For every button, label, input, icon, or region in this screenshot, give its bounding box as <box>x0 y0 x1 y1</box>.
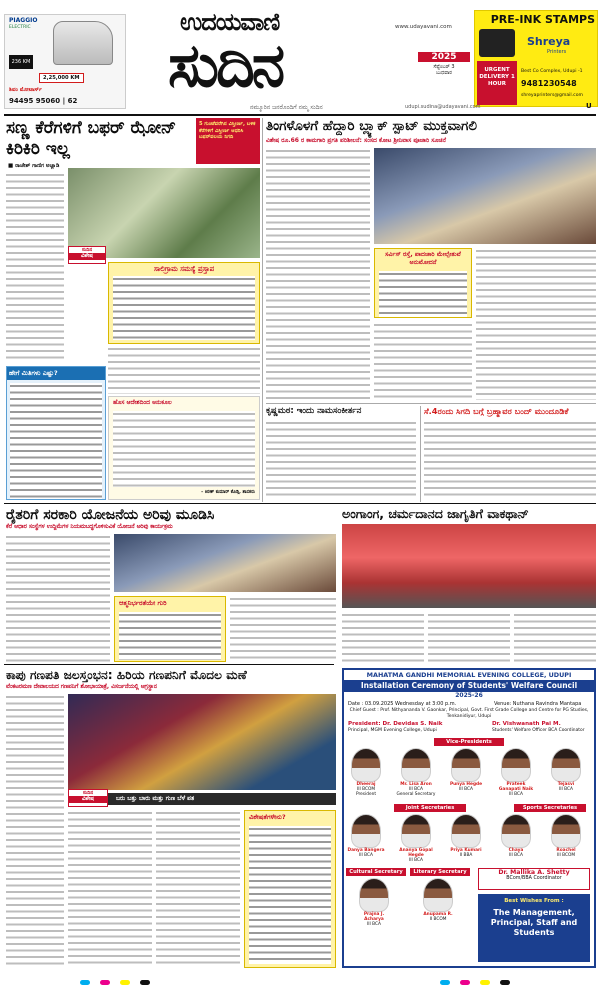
story4-headline: ಅಂಗಾಂಗ, ಚರ್ಮದಾನದ ಜಾಗೃತಿಗೆ ವಾಕಥಾನ್ <box>342 506 529 521</box>
story4-body-col3 <box>514 612 596 662</box>
president-role: Principal, MGM Evening College, Udupi <box>348 728 437 733</box>
member-meta: III BCA <box>509 792 523 797</box>
guest2-role: Students' Welfare Officer BCA Coordinator <box>492 728 585 733</box>
member-photo <box>351 748 381 782</box>
ganapati-photo <box>68 694 336 790</box>
black-mark <box>140 980 150 985</box>
member-meta: III BCOM <box>356 787 376 792</box>
story5-body-col3 <box>156 810 240 968</box>
member-card <box>546 748 586 792</box>
story4-body-col2 <box>428 612 510 662</box>
member-meta: III BCA <box>459 787 473 792</box>
story1-body-col1 <box>6 172 64 320</box>
story1-question-box <box>6 366 106 500</box>
member-name: Prajna J. Acharya <box>363 912 385 922</box>
story1-side-box: 5 ಗುಂಟೆವರೆಗಿನ ವಿಸ್ತೀರ್ಣ, ಬಳಿಕ ಕೆರೆಗಳಿಗೆ ವಿಸ್ತೀರ್ಣ ಆಧರಿಸಿ ಬಫರ್‌ವಲಯ ನಿಗದಿ <box>196 118 260 164</box>
member-name: Mr. Lisa Aron <box>400 782 432 787</box>
member-photo <box>501 748 531 782</box>
story5-sub: ವೆಂಕಟರಮಣ ದೇವಾಲಯದ ಗಣಪನಿಗೆ ಶೋಭಾಯಾತ್ರೆ, ವಿಸರ್ಜನೆಯಲ್ಲಿ ಆಗ್ರಸ್ಥಾನ <box>6 684 157 690</box>
member-card <box>396 748 436 797</box>
member-card <box>418 878 458 922</box>
cyan-mark <box>80 980 90 985</box>
date-line: ಸೆಪ್ಟೆಂಬರ್ 3 <box>433 64 455 70</box>
member-photo <box>351 814 381 848</box>
yellow-mark <box>480 980 490 985</box>
member-role: President <box>355 792 377 797</box>
brand-big-logo: ಸುದಿನ <box>168 31 283 101</box>
member-photo <box>451 814 481 848</box>
ad-brand: PIAGGIO <box>9 17 38 24</box>
story2-body-col1 <box>266 148 370 400</box>
president-name: President: Dr. Devidas S. Naik <box>348 721 443 727</box>
stamp-image <box>479 29 515 57</box>
coordinator-box <box>478 868 590 890</box>
story1-quote-box <box>108 396 260 500</box>
member-card <box>346 814 386 858</box>
stamps-email: shreyaprinters@gmail.com <box>521 93 583 98</box>
member-name: Anupama R. <box>423 912 453 917</box>
year: 2025 <box>418 52 470 62</box>
member-photo <box>401 814 431 848</box>
quote-box-text <box>113 411 255 487</box>
highlight-box-text <box>379 271 467 317</box>
story5-box <box>244 810 336 968</box>
sudina-label-2: ಸುದಿನ <box>82 790 94 796</box>
day-line: ಬುಧವಾರ <box>436 70 452 76</box>
page-number: U <box>586 102 592 110</box>
coordinator-name: Dr. Mallika A. Shetty <box>498 869 570 876</box>
website[interactable]: www.udayavani.com <box>395 24 452 30</box>
member-meta: III BCA <box>409 787 423 792</box>
tagline: ನಮ್ಮೂರಿನ ಜನರೊಂದಿಗೆ ನಮ್ಮ ಸುದಿನ <box>250 104 323 111</box>
member-photo <box>501 814 531 848</box>
member-meta: III BCA <box>509 853 523 858</box>
section-rule <box>4 503 596 504</box>
brief-divider <box>420 406 421 502</box>
wishes-body: The Management, Principal, Staff and Students <box>490 908 578 937</box>
question-box-title: ಹೇಗೆ ಮಿತಿಗಳು ಎಷ್ಟು? <box>7 367 105 380</box>
member-card <box>496 814 536 858</box>
story2-body-col2 <box>374 322 472 400</box>
member-photo <box>359 878 389 912</box>
member-name: Prateek Ganapati Naik <box>498 782 534 792</box>
literary-secretary-bar: Literary Secretary <box>410 868 470 876</box>
sudina-label: ಸುದಿನ <box>81 247 93 253</box>
brief1-headline: ಕೃಷ್ಣಮಠ: ಇಂದು ನಾಮಸಂಕೀರ್ತನ <box>266 406 362 416</box>
stamps-phone: 9481230548 <box>521 79 577 88</box>
vishesha-label: ವಿಶೇಷ <box>69 253 105 260</box>
chief-guest: Chief Guest : Prof. Nithyananda V. Gaonkar, Principal, Govt. First Grade College and Centre for PG Studies, Tenkanidiyur, Udupi <box>349 708 589 719</box>
column-divider <box>262 118 263 502</box>
vishesha-label-2: ವಿಶೇಷ <box>69 796 107 803</box>
member-meta: III BCA <box>367 922 381 927</box>
member-card <box>396 814 436 863</box>
member-role: General Secretary <box>396 792 436 797</box>
member-meta: II BBA <box>459 853 473 858</box>
story4-body-col1 <box>342 612 424 662</box>
ceremony-venue: Venue: Nuthana Ravindra Mantapa <box>494 701 582 707</box>
story1-byline: ■ ರಾಜೇಶ್ ಗಾಣಿಗ ಅಚ್ಲಾಡಿ <box>8 163 60 169</box>
story5-box-text <box>249 826 331 964</box>
member-meta: III BCA <box>409 858 423 863</box>
member-name: Dheeraj <box>356 782 376 787</box>
member-meta: III BCA <box>559 787 573 792</box>
member-photo <box>423 878 453 912</box>
email[interactable]: udupi.sudina@udayavani.com <box>405 104 481 110</box>
member-name: Punya Hegde <box>449 782 483 787</box>
member-name: Tejasvi <box>557 782 575 787</box>
college-advertisement <box>342 668 596 968</box>
brief1-body <box>266 420 416 500</box>
story5-strip: ಬರು ಬತ್ತು ಬಾರು ಮತ್ತು ಗುಣ ಬೆಳೆ ಪತ <box>68 793 336 805</box>
ad-range: 236 KM <box>9 55 33 69</box>
story3-body-col1 <box>6 534 110 662</box>
member-card <box>446 814 486 858</box>
magenta-mark <box>100 980 110 985</box>
highlight-box-title: ಸರ್ವಿಸ್ ರಸ್ತೆ, ಪಾದಚಾರಿ ಮೇಲ್ಸೇತುವೆ ಅನುಮೋದನೆ <box>385 251 461 266</box>
story2-kicker: ವಿಶೇಷ ರೂ.66 ರ ಕಾಮಗಾರಿ ಪ್ರಗತಿ ಪರಿಶೀಲನೆ: ಸಂಸದ ಕೋಟ ಶ್ರೀನಿವಾಸ ಪೂಜಾರಿ ಸೂಚನೆ <box>266 137 446 144</box>
college-title: MAHATMA GANDHI MEMORIAL EVENING COLLEGE, UDUPI <box>344 670 594 680</box>
story2-body-col3 <box>476 248 596 400</box>
sudina-vishesha-tag-2 <box>68 789 108 807</box>
ad-price: 2,25,000 KM <box>39 73 84 83</box>
magenta-mark <box>460 980 470 985</box>
vehicle-advertisement <box>4 14 126 109</box>
story1-info-box <box>108 262 260 344</box>
question-box-text <box>10 383 102 499</box>
member-card <box>354 878 394 927</box>
info-box-text <box>113 276 255 340</box>
story3-box <box>114 596 226 662</box>
briefs-rule <box>266 403 596 404</box>
story5-rule <box>4 664 334 665</box>
joint-secretaries-bar: Joint Secretaries <box>394 804 466 812</box>
member-card <box>446 748 486 792</box>
cultural-secretary-bar: Cultural Secretary <box>346 868 406 876</box>
stamps-sub: Printers <box>547 49 567 55</box>
story3-box-text <box>119 612 221 660</box>
stamps-brand: Shreya <box>527 35 571 48</box>
cyan-mark <box>440 980 450 985</box>
member-meta: III BCOM <box>556 853 576 858</box>
yellow-mark <box>120 980 130 985</box>
black-mark <box>500 980 510 985</box>
coordinator-role: BCom/BBA Coordinator <box>506 876 562 881</box>
story1-body-col1b <box>6 322 64 360</box>
story2-highlight-box <box>374 248 472 318</box>
info-box-title: ಸಾಲಿಗ್ರಾಮ ಸಮಸ್ಯೆ ಪ್ರಸ್ತಾಪ <box>153 265 215 273</box>
member-name: Chaya <box>508 848 524 853</box>
story3-box-title: ಆತ್ಮನಿರ್ಭರತೆಯೇ ಗುರಿ <box>119 599 167 607</box>
story3-body-col3 <box>230 596 336 662</box>
brand-small-logo: ಉದಯವಾಣಿ <box>180 8 280 36</box>
stamps-advertisement <box>474 10 598 107</box>
stamps-address: Best Co Complex, Udupi -1 <box>521 69 583 74</box>
ceremony-date: Date : 03.09.2025 Wednesday at 3:00 p.m. <box>348 701 457 707</box>
story1-body-col2 <box>108 346 260 394</box>
ceremony-year: 2025-26 <box>455 692 483 699</box>
member-name: Danya Bangera <box>347 848 385 853</box>
member-card <box>496 748 536 797</box>
story3-headline: ರೈತರಿಗೆ ಸರಕಾರಿ ಯೋಜನೆಯ ಅರಿವು ಮೂಡಿಸಿ <box>6 507 215 523</box>
member-name: Roachel <box>556 848 576 853</box>
wishes-title: Best Wishes From : <box>504 898 564 904</box>
best-wishes-box <box>478 894 590 962</box>
member-card <box>546 814 586 858</box>
story2-headline: ತಿಂಗಳೊಳಗೆ ಹೆದ್ದಾರಿ ಬ್ಲ್ಯಾಕ್ ಸ್ಪಾಟ್ ಮುಕ್ತವಾಗಲಿ <box>266 118 477 134</box>
ad-phone: 94495 95060 | 62 <box>9 97 78 105</box>
member-photo <box>451 748 481 782</box>
story5-headline: ಕಾಪು ಗಣಪತಿ ಜಲಸ್ತಂಭನ: ಹಿರಿಯ ಗಣಪನಿಗೆ ಮೊದಲ ಮಣೆ <box>6 668 247 682</box>
meeting-photo <box>374 148 596 244</box>
lake-photo <box>68 168 260 258</box>
brief2-headline: ಸೆ.4ರಂದು ಸಿಗದಿ ಬಗ್ಗೆ ಬ್ರಹ್ಮಾವರ ಬಂದ್ ಮುಂದೂಡಿಕೆ <box>424 406 569 416</box>
sports-secretaries-bar: Sports Secretaries <box>514 804 586 812</box>
story5-body-col2 <box>68 810 152 968</box>
walkathon-photo <box>342 524 596 608</box>
story1-headline: ಸಣ್ಣ ಕೆರೆಗಳಿಗೆ ಬಫರ್ ಝೋನ್ ಕಿರಿಕಿರಿ ಇಲ್ಲ <box>6 118 177 159</box>
guest2-name: Dr. Vishwanath Pai M. <box>492 721 561 727</box>
seminar-photo <box>114 534 336 592</box>
sudina-vishesha-tag <box>68 246 106 264</box>
quote-author: – ಕಿರಣ್ ಕುಮಾರ್ ಕೊಡ್ಗಿ, ಶಾಸಕರು <box>201 490 255 495</box>
ad-dealer: ಶಿವಂ ಮೋಟಾರ್ಸ್ <box>9 87 42 93</box>
story5-box-title: ವಿಶೇಷತೆಗಳೇನು? <box>249 813 286 821</box>
ceremony-title: Installation Ceremony of Students' Welfare Council <box>344 680 594 692</box>
member-meta: II BCOM <box>429 917 447 922</box>
brief2-body <box>424 420 596 500</box>
member-card <box>346 748 386 797</box>
member-photo <box>551 748 581 782</box>
quote-box-title: ಹೊಸ ಆದೇಶದಿಂದ ಅನುಕೂಲ <box>113 399 172 406</box>
registration-marks <box>0 978 600 988</box>
member-meta: III BCA <box>359 853 373 858</box>
member-name: Ananya Gopal Hegde <box>399 848 433 858</box>
stamps-title: PRE-INK STAMPS <box>490 13 595 26</box>
masthead-rule <box>4 114 596 116</box>
story5-body-col1 <box>6 694 64 968</box>
member-name: Priya Kumari <box>450 848 482 853</box>
member-photo <box>401 748 431 782</box>
date-box <box>418 52 470 102</box>
story3-sub: ಕೆರೆ ಆಧಾರ ಸಂಸ್ಥೆಗಳ ಉದ್ದಿಮೆಗಳ ನಿಯಮಬದ್ಧಗೊಳಿಸುವಿಕೆ ಯೋಜನೆ ಅರಿವು ಕಾರ್ಯಕ್ರಮ <box>6 524 173 530</box>
auto-rickshaw-image <box>53 21 113 65</box>
ad-tag: ELECTRIC <box>9 25 31 30</box>
vice-presidents-bar: Vice-Presidents <box>434 738 504 746</box>
urgent-delivery-badge: URGENT DELIVERY 1 HOUR <box>477 61 517 105</box>
member-photo <box>551 814 581 848</box>
